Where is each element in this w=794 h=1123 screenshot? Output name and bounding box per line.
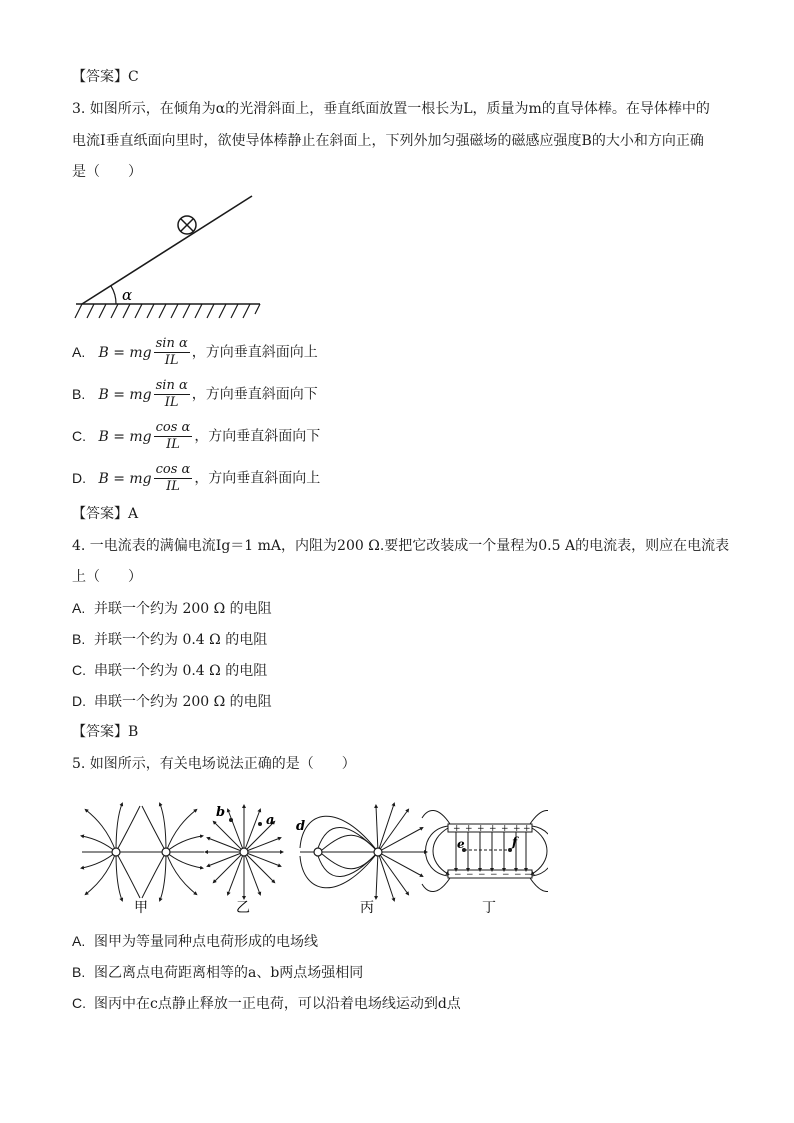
current-into-page-icon xyxy=(178,216,196,234)
svg-text:−: − xyxy=(514,870,522,880)
label-e: e xyxy=(457,837,465,851)
svg-text:−: − xyxy=(454,870,462,880)
q3-answer: 【答案】A xyxy=(72,506,139,522)
q4-option-d[interactable]: D. 串联一个约为 200 Ω 的电阻 xyxy=(72,693,272,710)
q5-option-a[interactable]: A. 图甲为等量同种点电荷形成的电场线 xyxy=(72,933,318,950)
q4-option-a[interactable]: A. 并联一个约为 200 Ω 的电阻 xyxy=(72,600,272,617)
svg-text:+: + xyxy=(465,824,473,834)
svg-text:+: + xyxy=(477,824,485,834)
q5-option-b[interactable]: B. 图乙离点电荷距离相等的a、b两点场强相同 xyxy=(72,964,364,981)
label-yi: 乙 xyxy=(236,900,250,915)
label-d: d xyxy=(296,819,306,834)
svg-text:+: + xyxy=(523,824,531,834)
q3-stem-line1: 3. 如图所示，在倾角为α的光滑斜面上，垂直纸面放置一根长为L，质量为m的直导体棒。在导体棒中的 xyxy=(72,101,710,117)
angle-alpha-label: α xyxy=(122,286,133,304)
label-jia: 甲 xyxy=(134,900,148,915)
label-ding: 丁 xyxy=(482,900,496,915)
q3-option-d[interactable]: D. B = mg $\frac{\text{cos α}}{IL}$ ，方向垂直斜面向上 xyxy=(72,462,321,494)
q3-option-c[interactable]: C. B = mg $\frac{\text{cos α}}{IL}$ ，方向垂直斜面向下 xyxy=(72,420,321,452)
q5-option-c[interactable]: C. 图丙中在c点静止释放一正电荷，可以沿着电场线运动到d点 xyxy=(72,995,461,1012)
q5-field-figure xyxy=(78,800,548,915)
q4-stem-line2: 上（ ） xyxy=(72,569,142,585)
label-bing: 丙 xyxy=(360,900,374,915)
svg-text:+: + xyxy=(453,824,461,834)
q5-stem-line1: 5. 如图所示，有关电场说法正确的是（ ） xyxy=(72,756,356,772)
svg-text:+: + xyxy=(489,824,497,834)
svg-text:+: + xyxy=(501,824,509,834)
q4-option-b[interactable]: B. 并联一个约为 0.4 Ω 的电阻 xyxy=(72,631,268,648)
svg-text:−: − xyxy=(502,870,510,880)
q4-answer: 【答案】B xyxy=(72,724,139,740)
svg-text:−: − xyxy=(524,870,532,880)
q4-option-c[interactable]: C. 串联一个约为 0.4 Ω 的电阻 xyxy=(72,662,268,679)
q2-answer: 【答案】C xyxy=(72,69,139,85)
q3-option-b[interactable]: B. B = mg $\frac{\text{sin α}}{IL}$ ，方向垂直斜面向下 xyxy=(72,378,318,410)
q3-option-a[interactable]: A. B = mg $\frac{\text{sin α}}{IL}$ ，方向垂直斜面向上 xyxy=(72,336,318,368)
field-diagram-jia xyxy=(82,804,204,900)
svg-text:+: + xyxy=(513,824,521,834)
q3-stem-line2: 电流I垂直纸面向里时，欲使导体棒静止在斜面上，下列外加匀强磁场的磁感应强度B的大小和方向正确 xyxy=(72,133,704,149)
label-f: f xyxy=(512,835,518,849)
q3-incline-figure xyxy=(70,190,270,325)
q3-stem-line3: 是（ ） xyxy=(72,164,142,180)
svg-text:−: − xyxy=(466,870,474,880)
svg-text:−: − xyxy=(490,870,498,880)
label-b: b xyxy=(216,805,226,820)
q4-stem-line1: 4. 一电流表的满偏电流Ig＝1 mA，内阻为200 Ω.要把它改装成一个量程为0.5 A的电流表，则应在电流表 xyxy=(72,538,730,554)
label-a: a xyxy=(266,813,275,828)
svg-text:−: − xyxy=(478,870,486,880)
